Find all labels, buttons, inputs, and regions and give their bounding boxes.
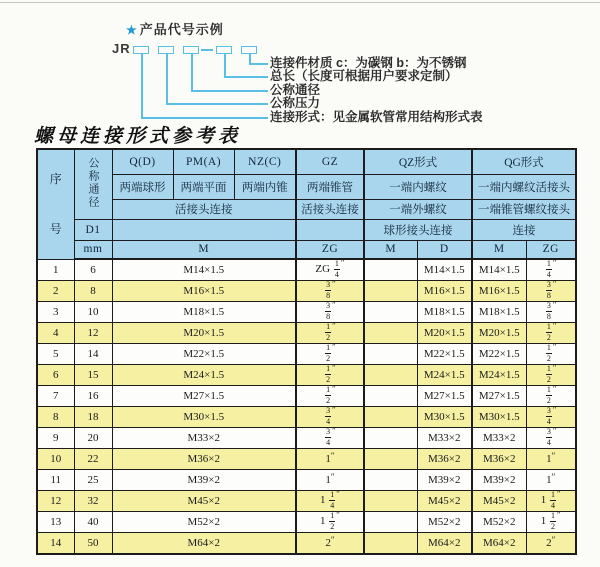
- table-header: [37, 149, 576, 259]
- page-top-rule: [0, 2, 600, 3]
- table-cell: 25: [74, 470, 112, 491]
- table-cell: M52×2: [417, 512, 472, 533]
- table-cell: $\frac{1}{2}$ ″: [526, 386, 576, 407]
- table-cell: M39×2: [112, 470, 296, 491]
- header-qz-sub3: 球形接头连接: [364, 219, 472, 240]
- table-cell: M18×1.5: [112, 302, 296, 323]
- table-cell: 20: [74, 428, 112, 449]
- table-cell: 1 $\frac{1}{2}$ ″: [526, 512, 576, 533]
- header-qg-sub1: 一端内螺纹活接头: [472, 174, 576, 199]
- table-cell: $\frac{1}{2}$ ″: [526, 323, 576, 344]
- table-cell: 18: [74, 407, 112, 428]
- table-cell: 6: [37, 365, 74, 386]
- table-cell: $\frac{1}{2}$ ″: [296, 323, 364, 344]
- table-cell: M36×2: [112, 449, 296, 470]
- table-row: [37, 491, 576, 512]
- table-cell: [364, 302, 417, 323]
- table-row: [37, 407, 576, 428]
- reference-table: [36, 148, 577, 555]
- table-cell: M14×1.5: [417, 259, 472, 281]
- table-cell: 8: [74, 281, 112, 302]
- table-cell: $\frac{3}{8}$ ″: [526, 302, 576, 323]
- table-cell: M20×1.5: [472, 323, 526, 344]
- table-cell: [364, 428, 417, 449]
- code-dash: [201, 49, 213, 51]
- connector-line: [224, 54, 226, 77]
- table-cell: $\frac{3}{4}$ ″: [296, 428, 364, 449]
- header-col-nz: NZ(C): [234, 149, 296, 174]
- table-cell: M45×2: [112, 491, 296, 512]
- table-row: [37, 512, 576, 533]
- table-cell: M39×2: [417, 470, 472, 491]
- table-cell: M16×1.5: [112, 281, 296, 302]
- header-pm-sub: 两端平面: [173, 174, 234, 199]
- table-cell: $\frac{3}{8}$ ″: [526, 281, 576, 302]
- header-col-qz: QZ形式: [364, 149, 472, 174]
- header-nz-sub: 两端内锥: [234, 174, 296, 199]
- table-cell: [364, 407, 417, 428]
- header-zg: ZG: [296, 240, 364, 259]
- table-cell: [364, 386, 417, 407]
- connector-line: [191, 90, 268, 92]
- table-cell: M30×1.5: [112, 407, 296, 428]
- header-union-connection: 活接头连接: [112, 199, 296, 219]
- table-cell: [364, 491, 417, 512]
- table-cell: $\frac{3}{4}$ ″: [526, 428, 576, 449]
- table-cell: 1″: [296, 470, 364, 491]
- header-col-pm: PM(A): [173, 149, 234, 174]
- table-cell: $\frac{1}{2}$ ″: [296, 386, 364, 407]
- header-seq: 序 号: [37, 149, 74, 259]
- connector-line: [141, 54, 143, 118]
- table-cell: $\frac{3}{4}$ ″: [526, 407, 576, 428]
- table-cell: M16×1.5: [417, 281, 472, 302]
- table-cell: 14: [37, 533, 74, 555]
- table-cell: M16×1.5: [472, 281, 526, 302]
- header-qz-m: M: [364, 240, 417, 259]
- table-cell: ZG $\frac{1}{4}$ ″: [296, 259, 364, 281]
- table-cell: 6: [74, 259, 112, 281]
- page-title: 螺母连接形式参考表: [34, 126, 242, 147]
- table-body: [37, 259, 576, 554]
- table-cell: 1″: [296, 449, 364, 470]
- table-cell: 2″: [526, 533, 576, 555]
- table-cell: M64×2: [472, 533, 526, 555]
- header-col-gz: GZ: [296, 149, 364, 174]
- table-row: [37, 323, 576, 344]
- table-cell: $\frac{1}{2}$ ″: [296, 365, 364, 386]
- header-d1: D1: [74, 219, 112, 240]
- table-cell: M33×2: [417, 428, 472, 449]
- table-cell: M22×1.5: [472, 344, 526, 365]
- table-cell: $\frac{1}{4}$ ″: [526, 259, 576, 281]
- table-cell: M64×2: [417, 533, 472, 555]
- table-row: [37, 449, 576, 470]
- table-cell: M36×2: [417, 449, 472, 470]
- connector-line: [141, 117, 268, 119]
- table-cell: $\frac{3}{8}$ ″: [296, 281, 364, 302]
- table-cell: 2″: [296, 533, 364, 555]
- table-cell: M33×2: [112, 428, 296, 449]
- diagram-label-length: 总长（长度可根据用户要求定制）: [270, 69, 458, 83]
- header-mm: mm: [74, 240, 112, 259]
- table-cell: [364, 344, 417, 365]
- header-qz-d: D: [417, 240, 472, 259]
- code-box-3: [183, 46, 199, 54]
- code-box-5: [241, 46, 257, 54]
- table-cell: 4: [37, 323, 74, 344]
- header-col-q: Q(D): [112, 149, 173, 174]
- table-cell: M27×1.5: [417, 386, 472, 407]
- table-cell: 50: [74, 533, 112, 555]
- header-gz-connection: 活接头连接: [296, 199, 364, 219]
- code-box-4: [216, 46, 232, 54]
- table-cell: 13: [37, 512, 74, 533]
- table-cell: 2: [37, 281, 74, 302]
- connector-line: [249, 63, 268, 65]
- table-cell: 7: [37, 386, 74, 407]
- table-cell: M20×1.5: [417, 323, 472, 344]
- table-cell: 12: [74, 323, 112, 344]
- diagram-label-material: 连接件材质 c：为碳钢 b：为不锈钢: [270, 56, 467, 70]
- table-row: [37, 533, 576, 555]
- table-cell: 8: [37, 407, 74, 428]
- table-cell: [364, 365, 417, 386]
- table-row: [37, 259, 576, 281]
- table-cell: $\frac{3}{4}$ ″: [296, 407, 364, 428]
- table-cell: M27×1.5: [472, 386, 526, 407]
- code-prefix: JR: [112, 41, 131, 56]
- table-cell: M33×2: [472, 428, 526, 449]
- table-cell: 40: [74, 512, 112, 533]
- table-cell: 11: [37, 470, 74, 491]
- diagram-label-connection: 连接形式：见金属软管常用结构形式表: [270, 110, 483, 124]
- table-row: [37, 470, 576, 491]
- table-cell: M52×2: [112, 512, 296, 533]
- table-cell: 16: [74, 386, 112, 407]
- header-blank-gz: [296, 219, 364, 240]
- table-cell: M22×1.5: [112, 344, 296, 365]
- table-cell: M22×1.5: [417, 344, 472, 365]
- table-cell: M30×1.5: [417, 407, 472, 428]
- table-cell: 32: [74, 491, 112, 512]
- table-cell: $\frac{1}{2}$ ″: [296, 344, 364, 365]
- header-m-wide: M: [112, 240, 296, 259]
- table-cell: $\frac{1}{2}$ ″: [526, 344, 576, 365]
- connector-line: [224, 76, 268, 78]
- table-cell: 1″: [526, 470, 576, 491]
- table-cell: 10: [37, 449, 74, 470]
- table-cell: M27×1.5: [112, 386, 296, 407]
- header-qg-zg: ZG: [526, 240, 576, 259]
- table-cell: M30×1.5: [472, 407, 526, 428]
- table-cell: M14×1.5: [112, 259, 296, 281]
- table-cell: M36×2: [472, 449, 526, 470]
- table-cell: 1 $\frac{1}{4}$ ″: [296, 491, 364, 512]
- diagram-heading-text: 产品代号示例: [139, 22, 224, 37]
- star-icon: ★: [126, 23, 138, 37]
- table-cell: 1: [37, 259, 74, 281]
- code-box-1: [133, 46, 149, 54]
- table-cell: M20×1.5: [112, 323, 296, 344]
- table-cell: 5: [37, 344, 74, 365]
- table-row: [37, 344, 576, 365]
- table-cell: [364, 323, 417, 344]
- table-cell: 1 $\frac{1}{4}$ ″: [526, 491, 576, 512]
- table-row: [37, 428, 576, 449]
- table-cell: M24×1.5: [472, 365, 526, 386]
- header-q-sub: 两端球形: [112, 174, 173, 199]
- header-qg-sub3: 连接: [472, 219, 576, 240]
- header-qz-sub1: 一端内螺纹: [364, 174, 472, 199]
- table-cell: $\frac{1}{2}$ ″: [526, 365, 576, 386]
- table-cell: 3: [37, 302, 74, 323]
- table-cell: 1″: [526, 449, 576, 470]
- connector-line: [191, 54, 193, 91]
- table-cell: M45×2: [417, 491, 472, 512]
- table-cell: M39×2: [472, 470, 526, 491]
- table-cell: 22: [74, 449, 112, 470]
- diagram-label-pressure: 公称压力: [270, 96, 321, 110]
- table-cell: 9: [37, 428, 74, 449]
- connector-line: [166, 54, 168, 104]
- header-col-qg: QG形式: [472, 149, 576, 174]
- table-cell: 14: [74, 344, 112, 365]
- table-cell: [364, 512, 417, 533]
- connector-line: [166, 103, 268, 105]
- table-row: [37, 302, 576, 323]
- table-row: [37, 386, 576, 407]
- header-blank-wide: [112, 219, 296, 240]
- table-cell: M52×2: [472, 512, 526, 533]
- table-cell: [364, 470, 417, 491]
- code-box-2: [158, 46, 174, 54]
- header-qg-m: M: [472, 240, 526, 259]
- header-nominal-diameter: 公称通径: [74, 149, 112, 219]
- table-cell: 12: [37, 491, 74, 512]
- table-row: [37, 281, 576, 302]
- table-row: [37, 365, 576, 386]
- table-cell: [364, 449, 417, 470]
- table-cell: M24×1.5: [112, 365, 296, 386]
- table-cell: [364, 259, 417, 281]
- table-cell: 15: [74, 365, 112, 386]
- table-cell: $\frac{3}{8}$ ″: [296, 302, 364, 323]
- header-gz-sub: 两端锥管: [296, 174, 364, 199]
- table-cell: M18×1.5: [417, 302, 472, 323]
- table-cell: [364, 281, 417, 302]
- diagram-label-diameter: 公称通径: [270, 83, 321, 97]
- header-qg-sub2: 一端锥管螺纹接头: [472, 199, 576, 219]
- table-cell: M45×2: [472, 491, 526, 512]
- table-cell: 1 $\frac{1}{2}$ ″: [296, 512, 364, 533]
- table-cell: M14×1.5: [472, 259, 526, 281]
- table-cell: 10: [74, 302, 112, 323]
- table-cell: M24×1.5: [417, 365, 472, 386]
- table-cell: M18×1.5: [472, 302, 526, 323]
- diagram-heading: [126, 19, 224, 38]
- header-qz-sub2: 一端外螺纹: [364, 199, 472, 219]
- table-cell: [364, 533, 417, 555]
- table-cell: M64×2: [112, 533, 296, 555]
